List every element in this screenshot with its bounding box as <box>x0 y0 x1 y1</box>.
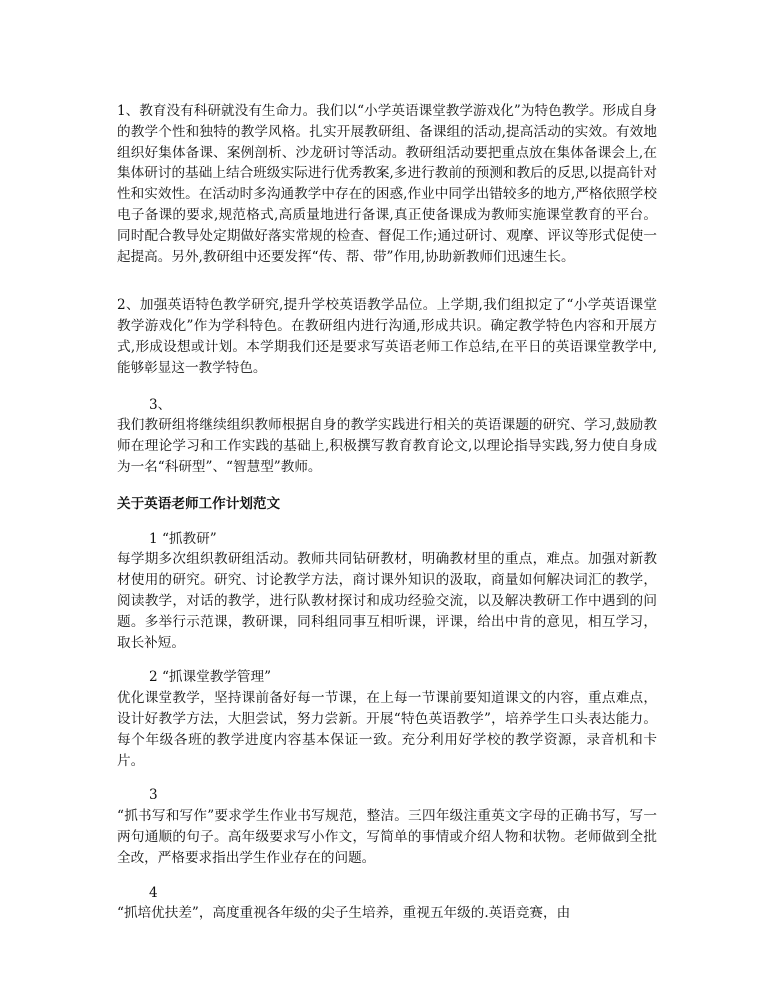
section-title: 关于英语老师工作计划范文 <box>117 495 281 512</box>
item-1-heading: 1 “抓教研” <box>149 530 217 547</box>
item-4-heading: 4 <box>149 884 158 901</box>
paragraph-3-number: 3、 <box>149 396 172 413</box>
paragraph-1: 1、教育没有科研就没有生命力。我们以“小学英语课堂教学游戏化”为特色教学。形成自身的教学个性和独特的教学风格。扎实开展教研组、备课组的活动,提高活动的实效。有效地组织好集体备课、案例剖析、沙龙研讨等活动。教研组活动要把重点放在集体备课会上,在集体研讨的基础上结合班级实际进行优秀教案,多进行教前的预测和教后的反思,以提高针对性和实效性。在活动时多沟通教学中存在的困惑,作业中同学出错较多的地方,严格依照学校电子备课的要求,规范格式,高质量地进行备课,真正使备课成为教师实施课堂教育的平台。同时配合教导处定期做好落实常规的检查、督促工作;通过研讨、观摩、评议等形式促使一起提高。另外,教研组中还要发挥“传、帮、带”作用,协助新教师们迅速生长。 <box>117 103 657 265</box>
item-4-body: “抓培优扶差”，高度重视各年级的尖子生培养，重视五年级的.英语竞赛，由 <box>117 905 571 922</box>
item-3-heading: 3 <box>149 787 158 804</box>
paragraph-3: 我们教研组将继续组织教师根据自身的教学实践进行相关的英语课题的研究、学习,鼓励教师在理论学习和工作实践的基础上,积极撰写教育教育论文,以理论指导实践,努力使自身成为一名“科研型”、“智慧型”教师。 <box>117 417 657 475</box>
item-2-body: 优化课堂教学，坚持课前备好每一节课，在上每一节课前要知道课文的内容，重点难点，设计好教学方法，大胆尝试，努力尝新。开展“特色英语教学”，培养学生口头表达能力。每个年级各班的教学进度内容基本保证一致。充分利用好学校的教学资源，录音机和卡片。 <box>117 690 657 769</box>
item-3-body: “抓书写和写作”要求学生作业书写规范，整洁。三四年级注重英文字母的正确书写，写一两句通顺的句子。高年级要求写小作文，写简单的事情或介绍人物和状物。老师做到全批全改，严格要求指出学生作业存在的问题。 <box>117 808 657 866</box>
paragraph-2: 2、加强英语特色教学研究,提升学校英语教学品位。上学期,我们组拟定了“小学英语课堂教学游戏化”作为学科特色。在教研组内进行沟通,形成共识。确定教学特色内容和开展方式,形成设想或计划。本学期我们还是要求写英语老师工作总结,在平日的英语课堂教学中,能够彰显这一教学特色。 <box>117 297 657 376</box>
item-2-heading: 2 “抓课堂教学管理” <box>149 669 272 686</box>
item-1-body: 每学期多次组织教研组活动。教师共同钻研教材，明确教材里的重点，难点。加强对新教材使用的研究。研究、讨论教学方法，商讨课外知识的汲取，商量如何解决词汇的教学，阅读教学，对话的教学，进行队教材探讨和成功经验交流，以及解决教研工作中遇到的问题。多举行示范课，教研课，同科组同事互相听课，评课，给出中肯的意见，相互学习，取长补短。 <box>117 551 657 651</box>
document-page <box>117 101 657 924</box>
